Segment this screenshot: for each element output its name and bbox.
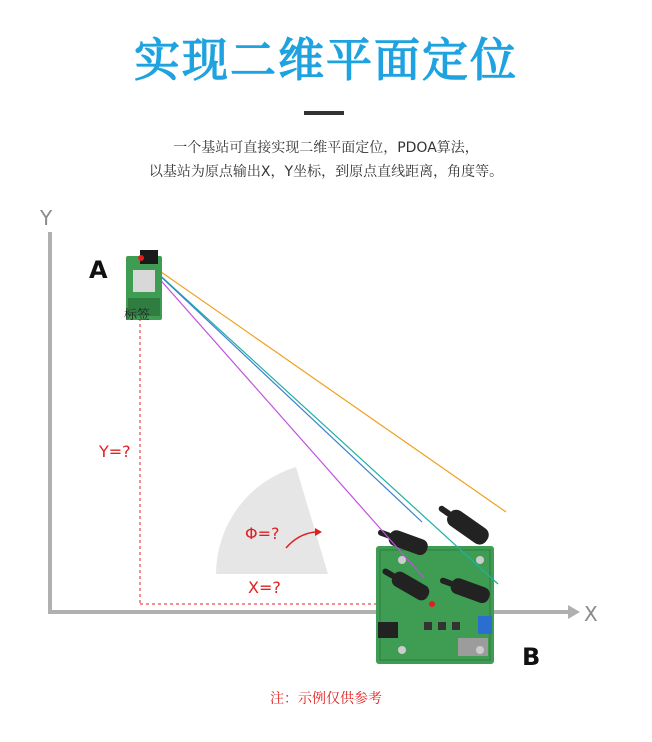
anchor-point-label: B: [522, 643, 541, 671]
description-line-1: 一个基站可直接实现二维平面定位，PDOA算法，: [173, 140, 479, 156]
page-title: 实现二维平面定位: [134, 33, 518, 87]
tag-point-label: A: [89, 256, 108, 284]
angle-sector: [216, 467, 328, 574]
disclaimer-note: 注：示例仅供参考: [270, 691, 382, 707]
x-distance-label: X=?: [248, 578, 281, 597]
signal-lines: [141, 258, 506, 584]
origin-point: [429, 601, 435, 607]
signal-line-teal: [141, 258, 498, 584]
angle-label: Φ=?: [245, 524, 280, 543]
description-line-2: 以基站为原点输出X，Y坐标，到原点直线距离，角度等。: [148, 164, 504, 180]
tag-caption: 标签: [124, 308, 151, 323]
signal-line-orange: [141, 258, 506, 512]
y-distance-label: Y=?: [99, 442, 131, 461]
y-axis-label: Y: [40, 206, 53, 230]
x-axis: [48, 605, 580, 619]
x-axis-label: X: [584, 602, 598, 626]
